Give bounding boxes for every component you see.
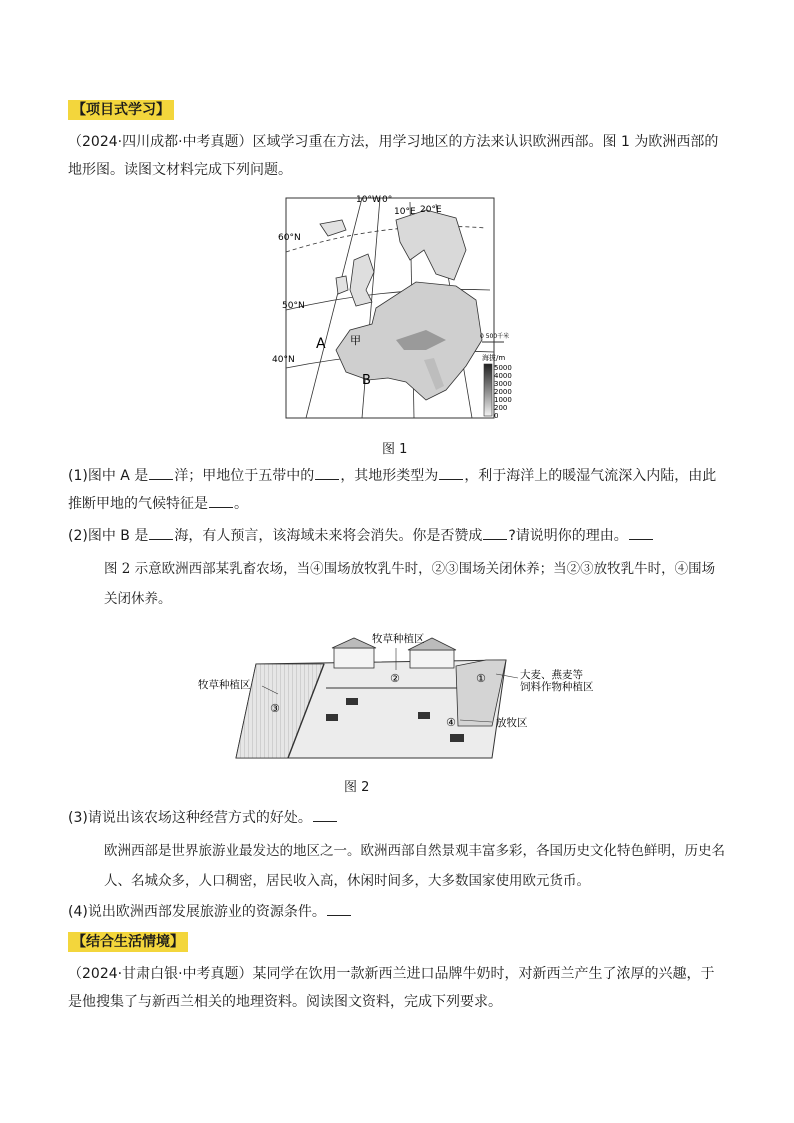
svg-text:200: 200: [494, 404, 508, 412]
question-intro-2: （2024·甘肃白银·中考真题）某同学在饮用一款新西兰进口品牌牛奶时，对新西兰产生了浓厚的兴趣，于是他搜集了与新西兰相关的地理资料。阅读图文资料，完成下列要求。: [68, 966, 715, 1010]
section-tag-project: 【项目式学习】: [68, 100, 174, 120]
farm-diagram: [196, 626, 606, 766]
map-point-b: B: [362, 373, 371, 388]
label-grass-left: 牧草种植区: [198, 679, 251, 691]
lon-label-0: 0°: [382, 195, 393, 205]
lon-label-10e: 10°E: [394, 207, 416, 217]
figure2-caption: 图 2: [344, 780, 370, 795]
label-feed-2: 饲料作物种植区: [520, 681, 594, 693]
question-1: (1)图中 A 是 洋；甲地位于五带中的 ，其地形类型为 ，利于海洋上的暖湿气流深入内陆，由此推断甲地的气候特征是 。: [68, 462, 728, 518]
lat-label-50: 50°N: [282, 301, 305, 311]
scale-label: 0 500千米: [480, 333, 510, 340]
question-2: (2)图中 B 是 海，有人预言，该海域未来将会消失。你是否赞成 ?请说明你的理由。: [68, 522, 728, 550]
svg-text:3000: 3000: [494, 380, 512, 388]
material-tourism: 欧洲西部是世界旅游业最发达的地区之一。欧洲西部自然景观丰富多彩，各国历史文化特色鲜明，历史名人、名城众多，人口稠密，居民收入高，休闲时间多，大多数国家使用欧元货币。: [104, 843, 725, 889]
zone-4: ④: [446, 716, 456, 729]
svg-text:4000: 4000: [494, 372, 512, 380]
question-4: (4)说出欧洲西部发展旅游业的资源条件。: [68, 898, 728, 926]
zone-3: ③: [270, 702, 280, 715]
svg-text:5000: 5000: [494, 364, 512, 372]
question-intro: （2024·四川成都·中考真题）区域学习重在方法，用学习地区的方法来认识欧洲西部。图 1 为欧洲西部的地形图。读图文材料完成下列问题。: [68, 134, 719, 178]
legend-values: [494, 364, 512, 420]
elevation-legend: [484, 364, 492, 416]
figure1-caption: 图 1: [382, 442, 408, 457]
material-farm: 图 2 示意欧洲西部某乳畜农场，当④围场放牧乳牛时，②③围场关闭休养；当②③放牧乳牛时，④围场关闭休养。: [104, 561, 716, 607]
zone-1: ①: [476, 672, 486, 685]
svg-text:2000: 2000: [494, 388, 512, 396]
lat-label-40: 40°N: [272, 355, 295, 365]
lon-label-10w: 10°W: [356, 195, 381, 205]
label-grass-top: 牧草种植区: [372, 633, 425, 645]
map-point-a: A: [316, 336, 326, 352]
map-point-jia: 甲: [350, 334, 361, 347]
europe-terrain-map: [272, 190, 520, 426]
label-grazing: 放牧区: [496, 717, 528, 729]
label-feed-1: 大麦、燕麦等: [520, 669, 583, 681]
svg-text:1000: 1000: [494, 396, 512, 404]
lat-label-60: 60°N: [278, 233, 301, 243]
zone-2: ②: [390, 672, 400, 685]
lon-label-20e: 20°E: [420, 205, 442, 215]
svg-text:0: 0: [494, 412, 499, 420]
landmass: [320, 210, 482, 400]
legend-title: 海拔/m: [482, 354, 506, 362]
section-tag-life: 【结合生活情境】: [68, 932, 188, 952]
question-3: (3)请说出该农场这种经营方式的好处。: [68, 804, 728, 832]
